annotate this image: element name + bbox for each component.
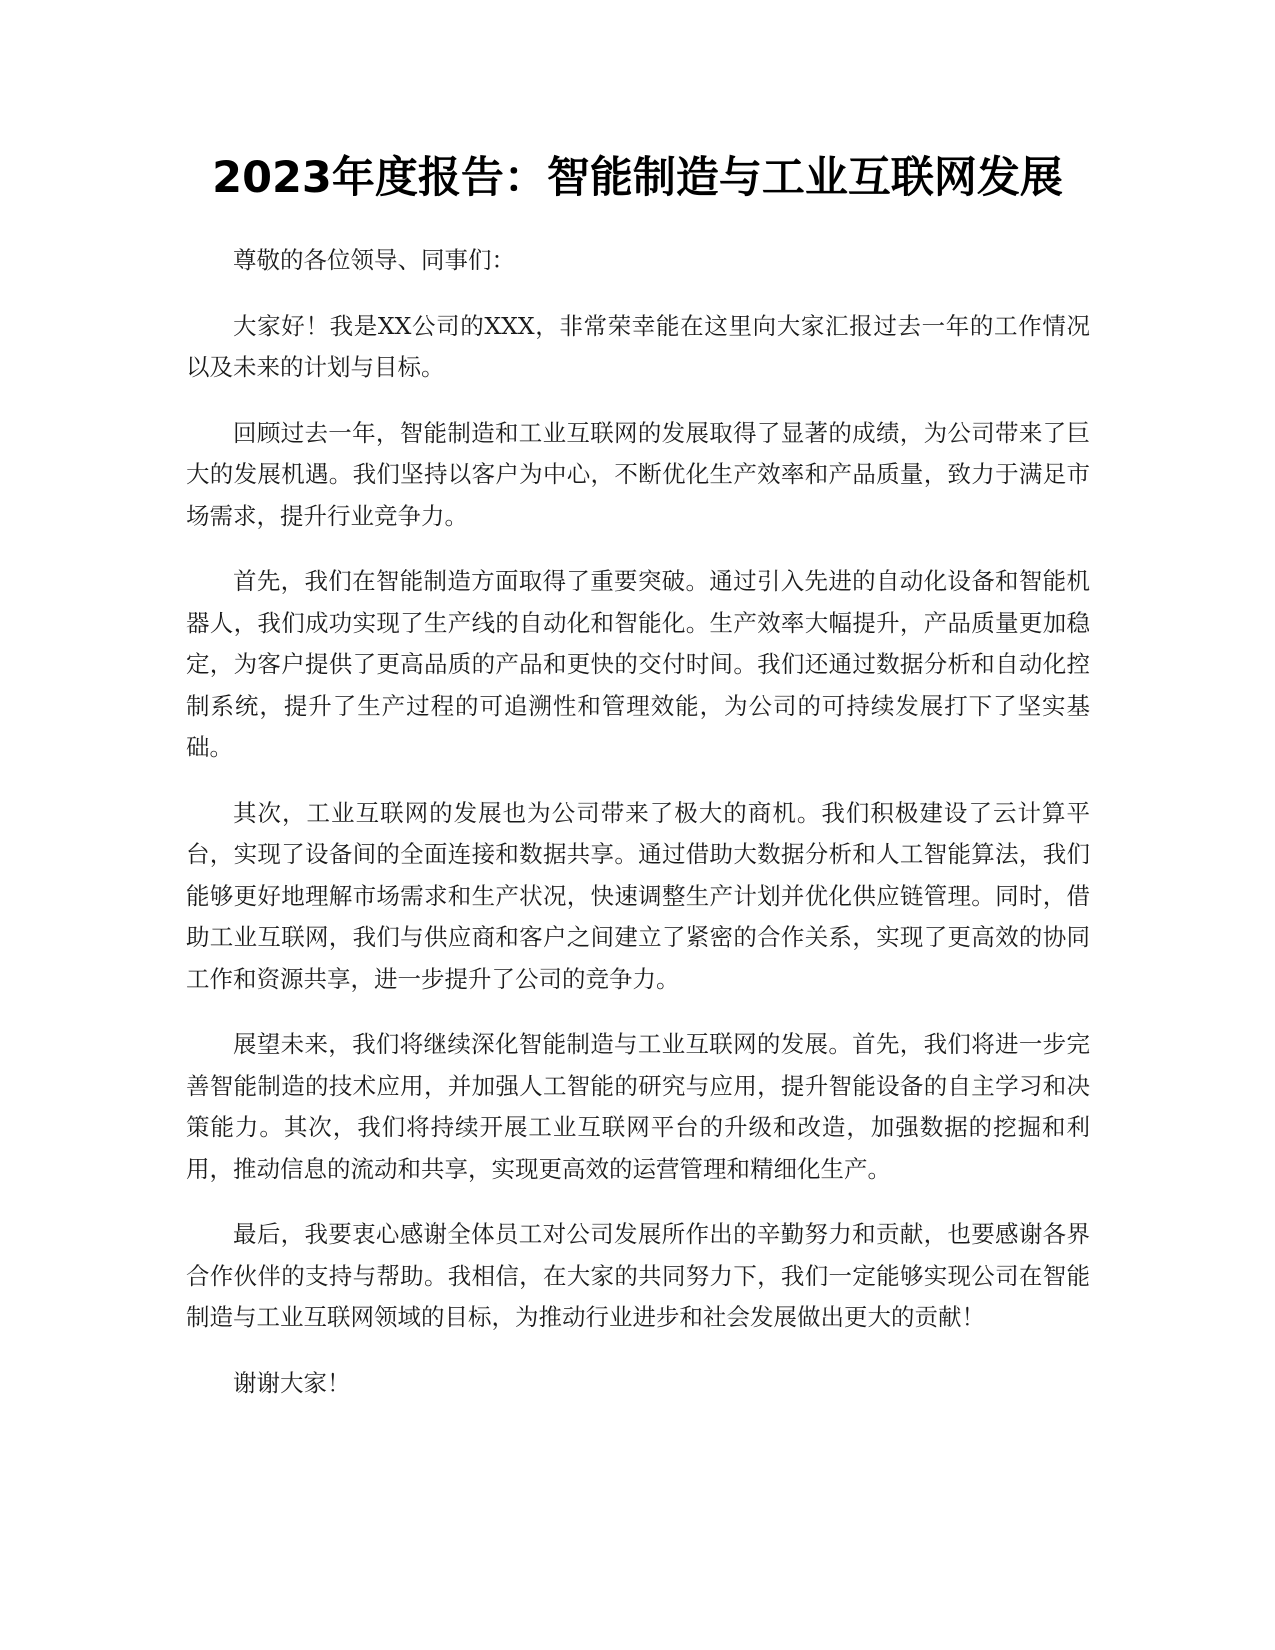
outlook-paragraph: 展望未来，我们将继续深化智能制造与工业互联网的发展。首先，我们将进一步完善智能制造的技术应用，并加强人工智能的研究与应用，提升智能设备的自主学习和决策能力。其次，我们将持续开展工业互联网平台的升级和改造，加强数据的挖掘和利用，推动信息的流动和共享，实现更高效的运营管理和精细化生产。 [186,1030,1090,1183]
document-body [186,240,1090,1428]
smart-manufacturing-paragraph: 首先，我们在智能制造方面取得了重要突破。通过引入先进的自动化设备和智能机器人，我们成功实现了生产线的自动化和智能化。生产效率大幅提升，产品质量更加稳定，为客户提供了更高品质的产品和更快的交付时间。我们还通过数据分析和自动化控制系统，提升了生产过程的可追溯性和管理效能，为公司的可持续发展打下了坚实基础。 [186,567,1090,761]
salutation-paragraph: 尊敬的各位领导、同事们： [233,246,515,274]
closing-paragraph: 谢谢大家！ [233,1368,351,1397]
greeting-paragraph: 大家好！我是XX公司的XXX，非常荣幸能在这里向大家汇报过去一年的工作情况以及未来的计划与目标。 [186,311,1090,381]
thanks-paragraph: 最后，我要衷心感谢全体员工对公司发展所作出的辛勤努力和贡献，也要感谢各界合作伙伴的支持与帮助。我相信，在大家的共同努力下，我们一定能够实现公司在智能制造与工业互联网领域的目标，为推动行业进步和社会发展做出更大的贡献！ [186,1220,1090,1331]
industrial-internet-paragraph: 其次，工业互联网的发展也为公司带来了极大的商机。我们积极建设了云计算平台，实现了设备间的全面连接和数据共享。通过借助大数据分析和人工智能算法，我们能够更好地理解市场需求和生产状况，快速调整生产计划并优化供应链管理。同时，借助工业互联网，我们与供应商和客户之间建立了紧密的合作关系，实现了更高效的协同工作和资源共享，进一步提升了公司的竞争力。 [186,798,1090,993]
review-paragraph: 回顾过去一年，智能制造和工业互联网的发展取得了显著的成绩，为公司带来了巨大的发展机遇。我们坚持以客户为中心，不断优化生产效率和产品质量，致力于满足市场需求，提升行业竞争力。 [186,418,1090,530]
document-title: 2023年度报告：智能制造与工业互联网发展 [212,153,1063,203]
